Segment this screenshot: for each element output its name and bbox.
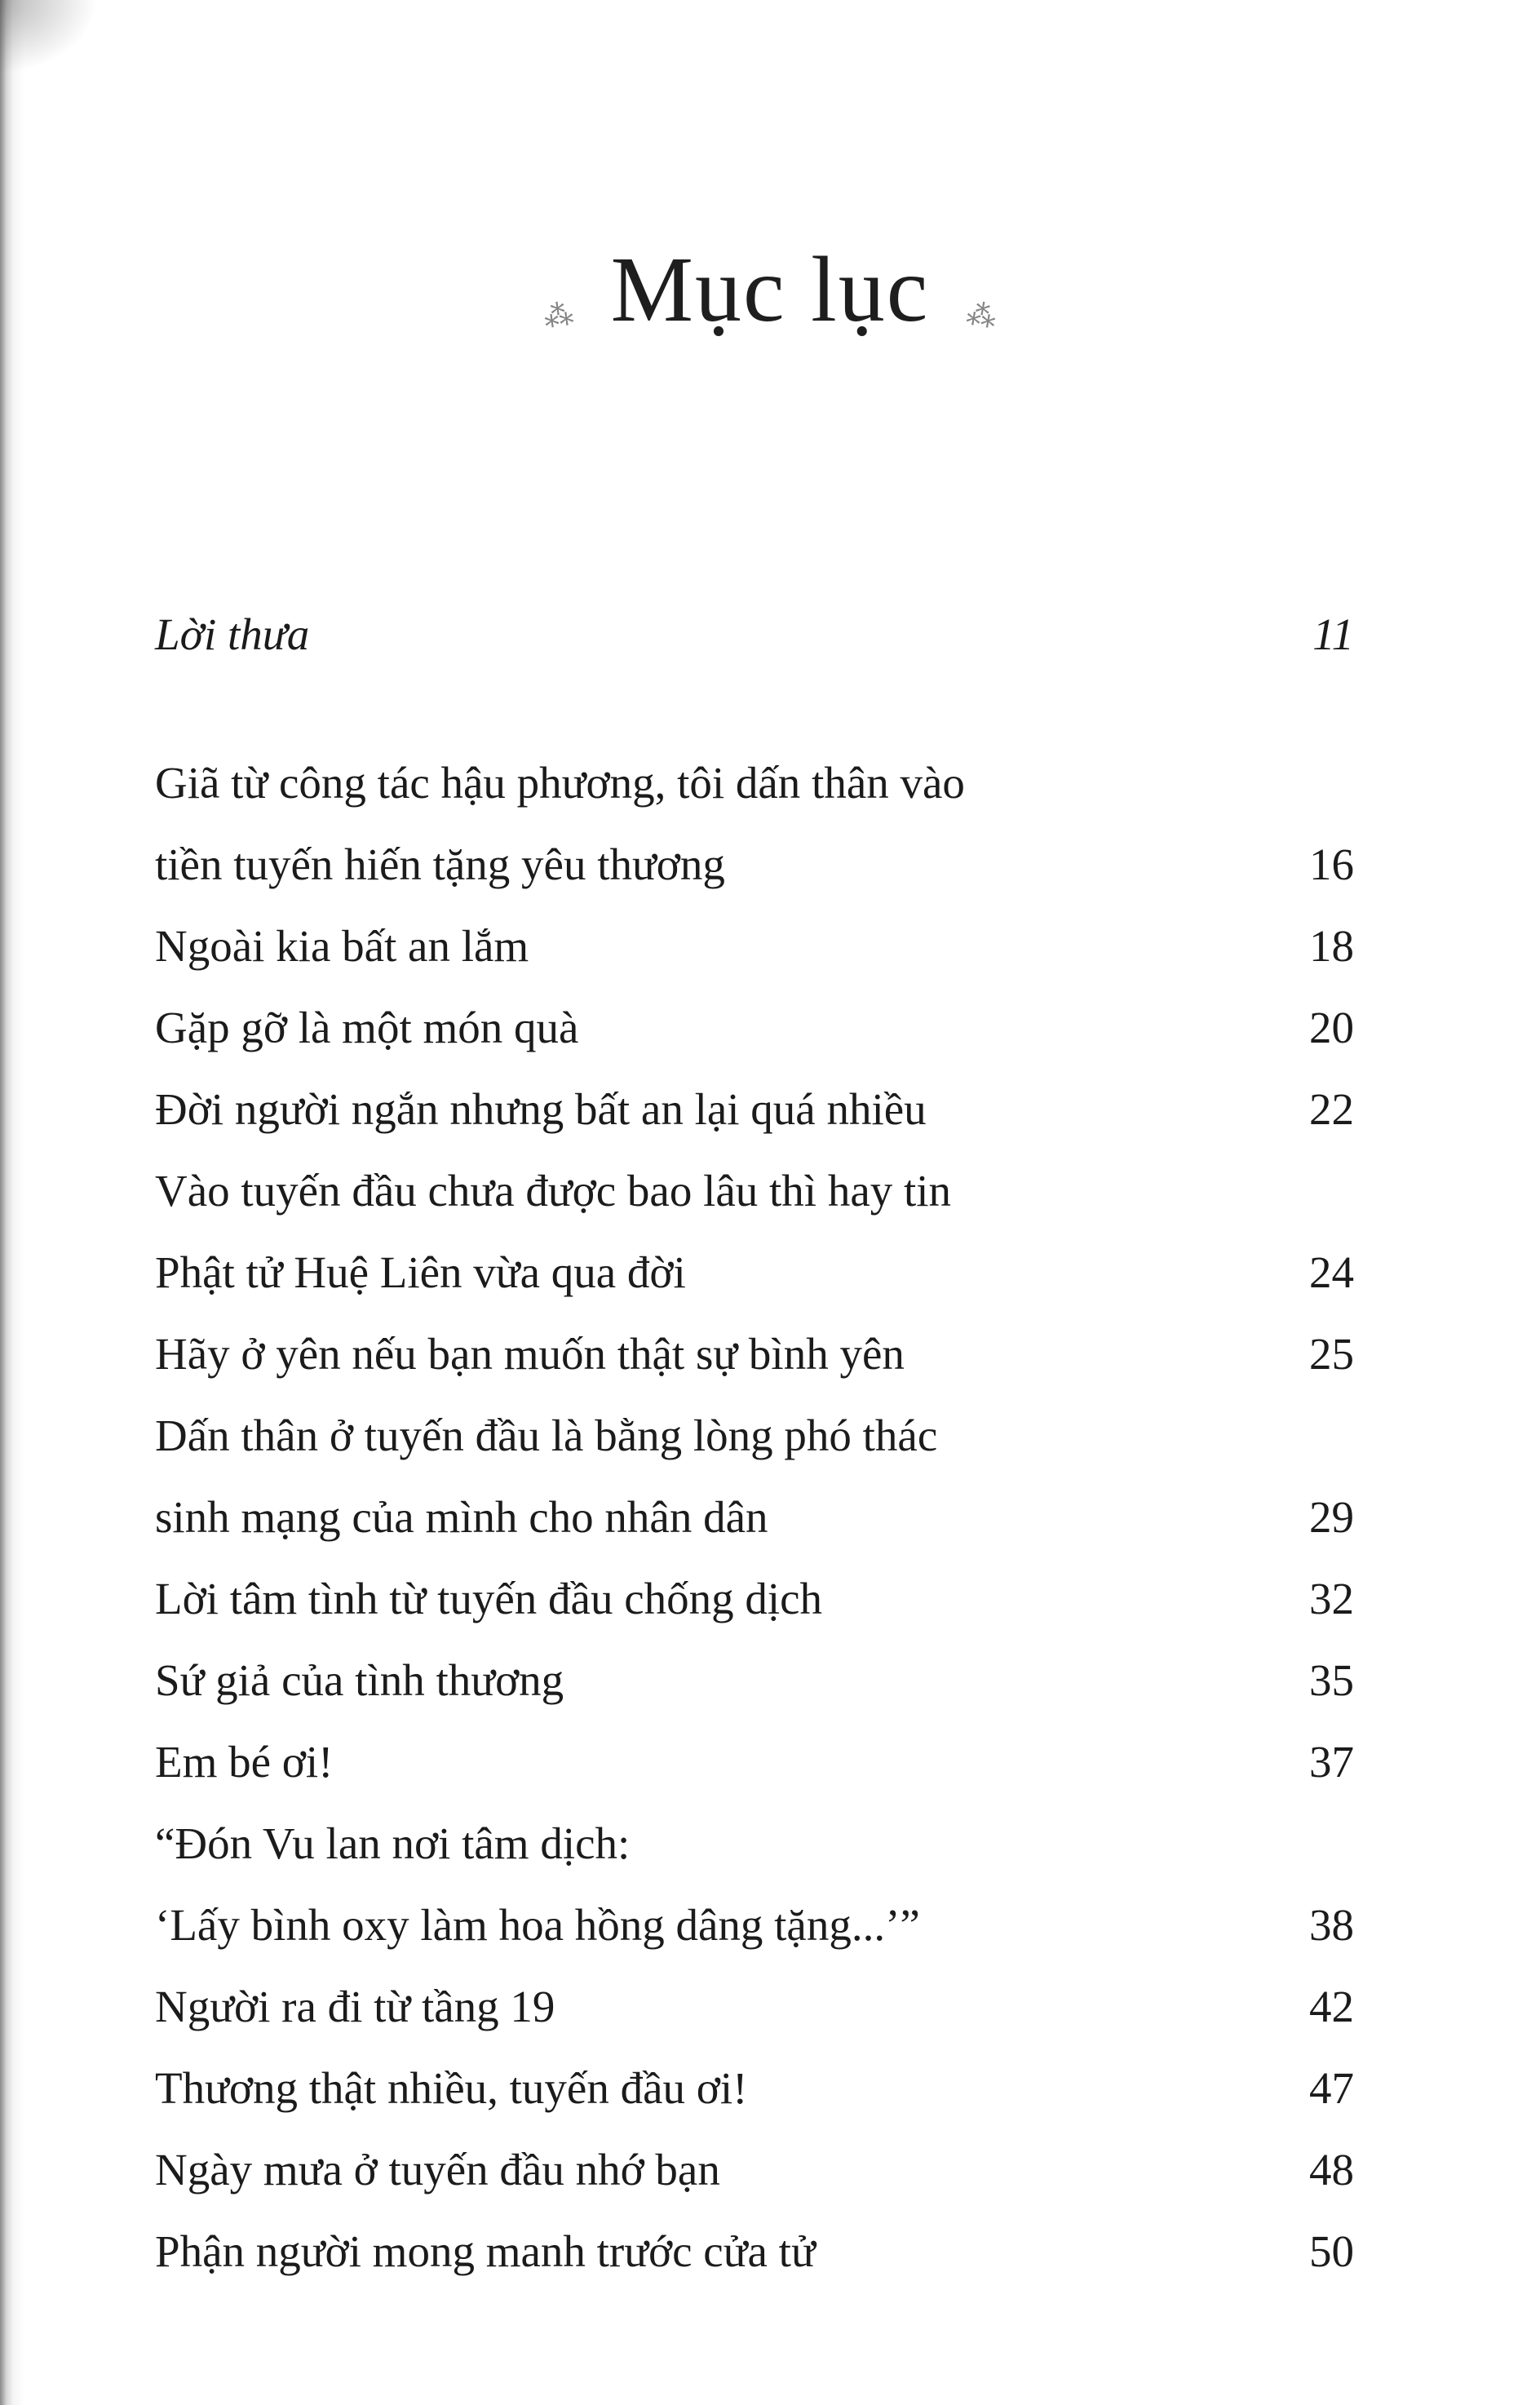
entry-title-lines xyxy=(155,2129,1232,2211)
entry-title-lines xyxy=(155,1069,1232,1150)
toc-entry xyxy=(155,987,1354,1069)
toc-entry xyxy=(155,1150,1354,1313)
entry-page-number: 24 xyxy=(1309,1247,1354,1297)
entry-page-number: 20 xyxy=(1309,1003,1354,1052)
title-row xyxy=(0,237,1540,341)
toc-entry xyxy=(155,1640,1354,1721)
entry-title-line: Lời thưa xyxy=(155,609,310,659)
entry-title-line: Phật tử Huệ Liên vừa qua đời xyxy=(155,1247,686,1297)
sprig-ornament-left-icon: ⁂ xyxy=(541,297,575,334)
scan-left-edge-shadow xyxy=(0,0,24,2405)
page-title: Mục lục xyxy=(610,237,930,341)
toc-entry xyxy=(155,1069,1354,1150)
entry-page-number: 18 xyxy=(1309,921,1354,971)
entry-page-number: 16 xyxy=(1309,839,1354,889)
toc-entry xyxy=(155,742,1354,906)
entry-page-number: 11 xyxy=(1312,609,1354,659)
entry-title-line: tiền tuyến hiến tặng yêu thương xyxy=(155,839,725,889)
toc-entry xyxy=(155,1803,1354,1966)
entry-title-line: Hãy ở yên nếu bạn muốn thật sự bình yên xyxy=(155,1329,905,1379)
entry-title-lines xyxy=(155,906,1232,987)
entry-title-lines xyxy=(155,742,1232,906)
entry-page-number: 50 xyxy=(1309,2226,1354,2276)
entry-title-lines xyxy=(155,1721,1232,1803)
entry-page-number: 32 xyxy=(1309,1574,1354,1623)
entry-title-line: Thương thật nhiều, tuyến đầu ơi! xyxy=(155,2063,748,2113)
toc-entry xyxy=(155,1558,1354,1640)
toc-entry xyxy=(155,906,1354,987)
entry-title-lines xyxy=(155,987,1232,1069)
toc-entry xyxy=(155,1966,1354,2048)
entry-title-line: Ngày mưa ở tuyến đầu nhớ bạn xyxy=(155,2145,720,2195)
entry-page-number: 38 xyxy=(1309,1900,1354,1950)
toc-entry xyxy=(155,594,1354,675)
entry-page-number: 29 xyxy=(1309,1492,1354,1542)
toc-entry xyxy=(155,2211,1354,2292)
toc-entry xyxy=(155,1721,1354,1803)
entry-title-lines xyxy=(155,1558,1232,1640)
scan-top-left-smudge xyxy=(0,0,98,73)
entry-title-line: “Đón Vu lan nơi tâm dịch: xyxy=(155,1818,631,1868)
entry-title-line: Dấn thân ở tuyến đầu là bằng lòng phó thác xyxy=(155,1411,938,1460)
entry-title-line: Đời người ngắn nhưng bất an lại quá nhiều xyxy=(155,1084,927,1134)
entry-title-line: Vào tuyến đầu chưa được bao lâu thì hay tin xyxy=(155,1166,952,1216)
entry-page-number: 47 xyxy=(1309,2063,1354,2113)
entry-page-number: 25 xyxy=(1309,1329,1354,1379)
toc-entry xyxy=(155,1395,1354,1558)
entry-title-line: Giã từ công tác hậu phương, tôi dấn thân vào xyxy=(155,758,965,808)
entry-title-line: sinh mạng của mình cho nhân dân xyxy=(155,1492,768,1542)
sprig-ornament-right-icon: ⁂ xyxy=(964,297,999,334)
entry-title-line: Người ra đi từ tầng 19 xyxy=(155,1982,555,2031)
entry-page-number: 37 xyxy=(1309,1737,1354,1787)
entry-title-line: Ngoài kia bất an lắm xyxy=(155,921,529,971)
entry-title-line: ‘Lấy bình oxy làm hoa hồng dâng tặng...’” xyxy=(155,1900,920,1950)
entry-title-line: Lời tâm tình từ tuyến đầu chống dịch xyxy=(155,1574,823,1623)
entry-title-lines xyxy=(155,1803,1232,1966)
toc-entry xyxy=(155,2129,1354,2211)
entry-title-lines xyxy=(155,2048,1232,2129)
entry-page-number: 42 xyxy=(1309,1982,1354,2031)
toc-entry xyxy=(155,1313,1354,1395)
entry-title-lines xyxy=(155,2211,1232,2292)
entry-title-lines xyxy=(155,594,1232,675)
entry-page-number: 22 xyxy=(1309,1084,1354,1134)
entry-title-lines xyxy=(155,1966,1232,2048)
entry-title-line: Gặp gỡ là một món quà xyxy=(155,1003,579,1052)
entry-title-lines xyxy=(155,1640,1232,1721)
entry-title-line: Sứ giả của tình thương xyxy=(155,1655,564,1705)
entry-title-line: Phận người mong manh trước cửa tử xyxy=(155,2226,816,2276)
toc-entry xyxy=(155,2048,1354,2129)
entry-title-lines xyxy=(155,1395,1232,1558)
entry-title-lines xyxy=(155,1150,1232,1313)
toc-list xyxy=(155,594,1354,2292)
entry-page-number: 35 xyxy=(1309,1655,1354,1705)
entry-page-number: 48 xyxy=(1309,2145,1354,2195)
entry-title-lines xyxy=(155,1313,1232,1395)
entry-title-line: Em bé ơi! xyxy=(155,1737,334,1787)
